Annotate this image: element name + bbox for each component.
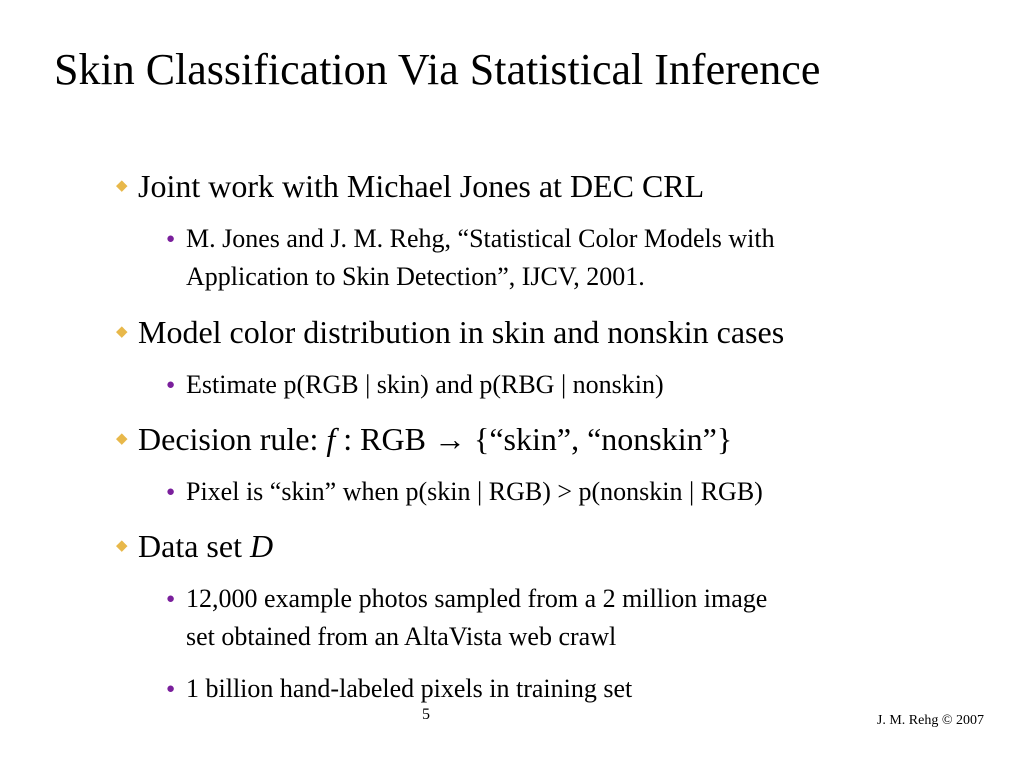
decision-rule-prefix: Decision rule:: [138, 421, 327, 457]
data-set-prefix: Data set: [138, 528, 250, 564]
sub-bullet-pixel-rule: Pixel is “skin” when p(skin | RGB) > p(nonskin | RGB): [186, 477, 763, 506]
decision-rule-function: f: [326, 421, 336, 457]
sub-bullet-citation-line1: M. Jones and J. M. Rehg, “Statistical Color Models with: [186, 224, 775, 253]
dot-bullet-icon: ●: [166, 591, 176, 607]
bullet-data-set: [138, 526, 273, 566]
dot-bullet-icon: ●: [166, 484, 176, 500]
decision-rule-mapping: : RGB → {“skin”, “nonskin”}: [335, 421, 733, 457]
diamond-bullet-icon: ◆: [116, 324, 128, 340]
diamond-bullet-icon: ◆: [116, 431, 128, 447]
diamond-bullet-icon: ◆: [116, 178, 128, 194]
footer-copyright: J. M. Rehg © 2007: [876, 713, 984, 728]
page-number: 5: [422, 706, 430, 723]
sub-bullet-photos-line1: 12,000 example photos sampled from a 2 million image: [186, 584, 768, 613]
bullet-joint-work: Joint work with Michael Jones at DEC CRL: [138, 168, 705, 204]
sub-bullet-pixels: 1 billion hand-labeled pixels in training set: [186, 674, 633, 703]
dot-bullet-icon: ●: [166, 231, 176, 247]
sub-bullet-citation-line2: Application to Skin Detection”, IJCV, 2001.: [186, 262, 645, 291]
data-set-symbol: D: [249, 528, 274, 564]
slide-title: Skin Classification Via Statistical Inference: [54, 45, 821, 94]
dot-bullet-icon: ●: [166, 681, 176, 697]
bullet-model-color: Model color distribution in skin and nonskin cases: [138, 314, 785, 350]
diamond-bullet-icon: ◆: [116, 538, 128, 554]
dot-bullet-icon: ●: [166, 377, 176, 393]
bullet-decision-rule: [138, 419, 732, 459]
sub-bullet-estimate: Estimate p(RGB | skin) and p(RBG | nonskin): [186, 370, 664, 399]
sub-bullet-photos-line2: set obtained from an AltaVista web crawl: [186, 622, 617, 651]
